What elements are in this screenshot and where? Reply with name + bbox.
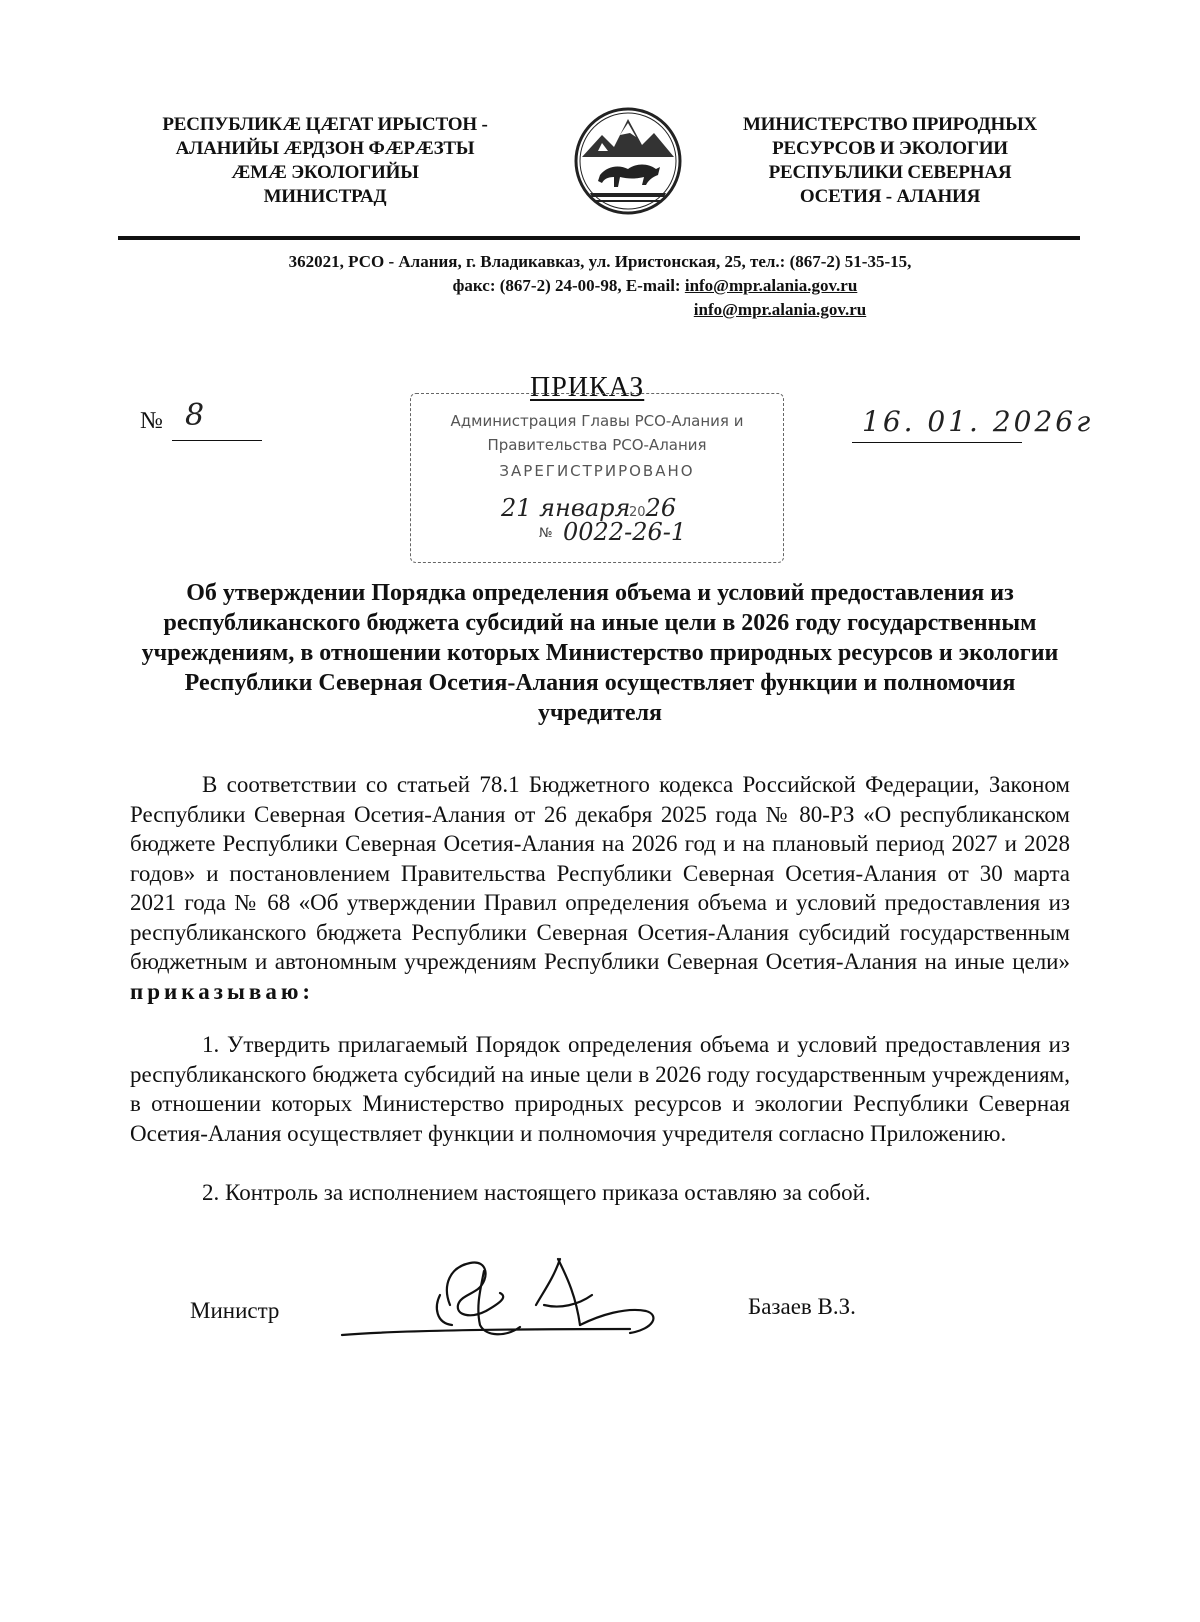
preamble-paragraph bbox=[130, 770, 1070, 1006]
letterhead-right-line: ОСЕТИЯ - АЛАНИЯ bbox=[799, 186, 981, 207]
letterhead-left-line: АЛАНИЙЫ ÆРДЗОН ФÆРÆЗТЫ bbox=[175, 138, 475, 159]
letterhead-left-line: РЕСПУБЛИКÆ ЦÆГАТ ИРЫСТОН - bbox=[162, 114, 488, 135]
stamp-year-handwritten: 26 bbox=[645, 494, 677, 522]
letterhead-right-line: РЕСПУБЛИКИ СЕВЕРНАЯ bbox=[768, 162, 1012, 183]
email-link-1[interactable]: info@mpr.alania.gov.ru bbox=[684, 276, 858, 295]
order-heading: ПРИКАЗ bbox=[530, 372, 645, 403]
stamp-authority-line-1: Администрация Главы РСО-Алания и bbox=[450, 412, 744, 430]
handwritten-signature bbox=[330, 1245, 710, 1355]
order-number-underline bbox=[172, 440, 262, 441]
order-number: 8 bbox=[185, 398, 205, 433]
stamp-status: ЗАРЕГИСТРИРОВАНО bbox=[499, 462, 695, 480]
order-date: 16. 01. 2026г bbox=[862, 405, 1094, 438]
contact-address bbox=[100, 250, 1100, 322]
address-line-2 bbox=[100, 274, 1100, 298]
clause-1: 1. Утвердить прилагаемый Порядок определения объема и условий предоставления из республиканского бюджета субсидий на иные цели в 2026 году государственным учреждениям, в отношении которых Министерство природных ресурсов и экологии Республики Северная Осетия-Алания осуществляет функции и полномочия учредителя согласно Приложению. bbox=[130, 1032, 1070, 1146]
letterhead-right-line: РЕСУРСОВ И ЭКОЛОГИИ bbox=[772, 138, 1008, 159]
stamp-authority bbox=[411, 409, 783, 457]
letterhead-left-line: ÆМÆ ЭКОЛОГИЙЫ bbox=[231, 162, 419, 183]
preamble-text: В соответствии со статьей 78.1 Бюджетного кодекса Российской Федерации, Законом Республики Северная Осетия-Алания от 26 декабря 2025 года № 80-РЗ «О республиканском бюджете Республики Северная Осетия-Алания на 2026 год и на плановый период 2027 и 2028 годов» и постановлением Правительства Республики Северная Осетия-Алания от 30 марта 2021 года № 68 «Об утверждении Правил определения объема и условий предоставления из республиканского бюджета Республики Северная Осетия-Алания субсидий государственным бюджетным и автономным учреждениям Республики Северная Осетия-Алания на иные цели» bbox=[130, 772, 1070, 974]
letterhead-left-line: МИНИСТРАД bbox=[263, 186, 387, 207]
signatory-role: Министр bbox=[190, 1298, 280, 1323]
letterhead-right-line: МИНИСТЕРСТВО ПРИРОДНЫХ bbox=[742, 114, 1038, 135]
letterhead-right-russian bbox=[700, 113, 1080, 209]
address-line-1: 362021, РСО - Алания, г. Владикавказ, ул. Иристонская, 25, тел.: (867-2) 51-35-15, bbox=[288, 252, 912, 271]
document-title: Об утверждении Порядка определения объема и условий предоставления из республиканского бюджета субсидий на иные цели в 2026 году государственным учреждениям, в отношении которых Министерство природных ресурсов и экологии Республики Северная Осетия-Алания осуществляет функции и полномочия учредителя bbox=[141, 580, 1059, 726]
stamp-year-printed: 20 bbox=[629, 505, 646, 520]
email-link-2[interactable]: info@mpr.alania.gov.ru bbox=[693, 300, 867, 319]
letterhead-left-ossetian bbox=[120, 113, 530, 209]
stamp-number-label: № bbox=[539, 526, 553, 541]
order-date-underline bbox=[852, 442, 1022, 443]
stamp-date-handwritten: 21 января bbox=[501, 494, 631, 522]
address-fax: факс: (867-2) 24-00-98, E-mail: bbox=[452, 276, 685, 295]
registration-stamp bbox=[410, 393, 784, 563]
order-verb: приказываю: bbox=[130, 978, 315, 1004]
coat-of-arms-icon bbox=[572, 105, 684, 217]
address-line-3 bbox=[100, 298, 1100, 322]
clause-2: 2. Контроль за исполнением настоящего приказа оставляю за собой. bbox=[202, 1180, 871, 1205]
stamp-number: 0022-26-1 bbox=[563, 518, 687, 546]
signatory-name: Базаев В.З. bbox=[748, 1294, 856, 1319]
letterhead-divider bbox=[118, 236, 1080, 240]
stamp-authority-line-2: Правительства РСО-Алания bbox=[487, 436, 707, 454]
order-number-label: № bbox=[140, 408, 163, 434]
